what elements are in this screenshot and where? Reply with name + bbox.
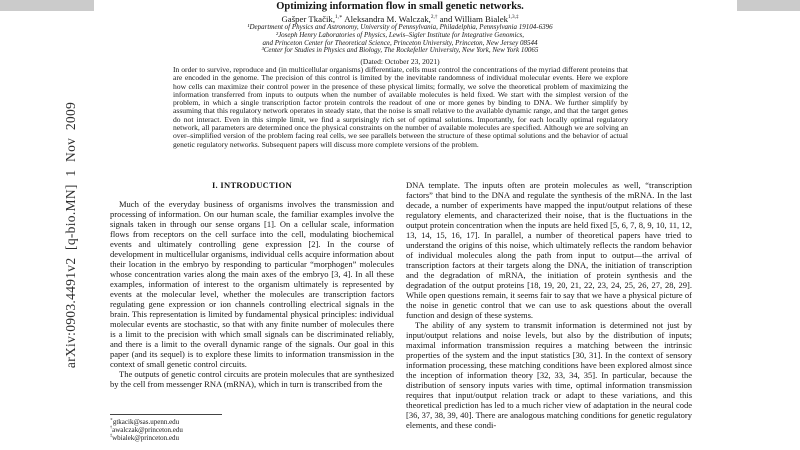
abstract: In order to survive, reproduce and (in multicellular organisms) differentiate, cells must control the concentrations of the myriad different proteins that are encoded in the genome. The precision of this control is limited by the inevitable randomness of individual molecular events. Here we explore how cells can maximize their control power in the presence of these physical limits; formally, we solve the theoretical problem of maximizing the information transferred from inputs to outputs when the number of available molecules is held fixed. We start with the simplest version of the problem, in which a single transcription factor protein controls the readout of one or more genes by binding to DNA. We further simplify by assuming that this regulatory network operates in steady state, that the noise is small relative to the available dynamic range, and that the target genes do not interact. Even in this simple limit, we find a surprisingly rich set of optimal solutions. Importantly, for each locally optimal regulatory network, all parameters are determined once the physical constraints on the number of available molecules are specified. Although we are solving an over–simplified version of the problem facing real cells, we see parallels between the structure of these optimal solutions and the behavior of actual genetic regulatory networks. Subsequent papers will discuss more complete versions of the problem.	[173, 65, 628, 149]
section-heading-introduction: I. INTRODUCTION	[211, 180, 293, 190]
affiliation-line: ³Center for Studies in Physics and Biology, The Rockefeller University, New York, New York 10065	[261, 46, 539, 55]
author-superscript: 1,∗	[335, 14, 343, 21]
affiliation-line: ¹Department of Physics and Astronomy, University of Pennsylvania, Philadelphia, Pennsylvania 19104-6396	[247, 23, 553, 31]
author-name: Gašper Tkačik,	[281, 14, 336, 24]
affiliation-line: ²Joseph Henry Laboratories of Physics, Lewis–Sigler Institute for Integrative Genomics,	[275, 30, 525, 39]
footnote-email	[110, 418, 394, 426]
footnote-text: wbialek@princeton.edu	[112, 434, 179, 442]
footnote-block	[110, 414, 394, 442]
dated-line: (Dated: October 23, 2021)	[360, 57, 440, 66]
author-name: Aleksandra M. Walczak,	[342, 14, 431, 24]
footnote-email	[110, 426, 394, 434]
paper-title: Optimizing information flow in small genetic networks.	[276, 1, 524, 12]
footnote-rule	[110, 414, 222, 415]
author-superscript: 2,†	[430, 14, 438, 21]
author-name: and William Bialek	[437, 14, 509, 24]
column-right	[406, 180, 692, 450]
intro-paragraph-1: Much of the everyday business of organisms involves the transmission and processing of information. On our human scale, the familiar examples involve the signals taken in through our sense organs [1]. On a cellular scale, information flows from receptors on the cell surface into the cell, modulating biochemical events and ultimately controlling gene expression [2]. In the course of development in multicellular organisms, individual cells acquire information about their location in the embryo by responding to particular “morphogen” molecules whose concentration varies along the main axes of the embryo [3, 4]. In all these examples, information of interest to the organism ultimately is represented by events at the molecular level, whether the molecules are transcription factors regulating gene expression or ion channels controlling electrical signals in the brain. This representation is limited by fundamental physical principles: individual molecular events are stochastic, so that with any finite number of molecules there is a limit to the precision with which small signals can be discriminated reliably, and there is a limit to the overall dynamic range of the signals. Our goal in this paper (and its sequel) is to explore these limits to information transmission in the context of small genetic control circuits.	[110, 199, 394, 369]
footnote-text: awalczak@princeton.edu	[112, 426, 183, 434]
intro-paragraph-2: The outputs of genetic control circuits are protein molecules that are synthesized by the cell from messenger RNA (mRNA), which in turn is transcribed from the	[110, 369, 394, 389]
footnote-marker: †	[110, 424, 113, 430]
footnote-marker: ‡	[110, 432, 113, 438]
affiliation-line: and Princeton Center for Theoretical Science, Princeton University, Princeton, New Jersey 08544	[262, 38, 538, 47]
affiliation-block	[0, 24, 800, 55]
column-left	[110, 180, 394, 412]
author-superscript: 1,3,‡	[508, 14, 519, 21]
footnote-email	[110, 434, 394, 442]
intro-paragraph-3: The ability of any system to transmit information is determined not just by input/output relations and noise levels, but also by the distribution of inputs; maximal information transmission requires a matching between the intrinsic properties of the system and the input statistics [30, 31]. In the context of sensory information processing, these matching conditions have been explored almost since the inception of information theory [32, 33, 34, 35]. In particular, because the distribution of sensory inputs varies with time, optimal information transmission requires that input/output relation track or adapt to these variations, and this theoretical prediction has led to a much richer view of adaptation in the neural code [36, 37, 38, 39, 40]. There are analogous matching conditions for genetic regulatory elements, and these condi-	[406, 320, 692, 430]
intro-paragraph-2-continued: DNA template. The inputs often are protein molecules as well, “transcription factors” that bind to the DNA and regulate the synthesis of the mRNA. In the last decade, a number of experiments have mapped the input/output relations of these regulatory elements, and characterized their noise, that is the fluctuations in the output protein concentration when the inputs are held fixed [5, 6, 7, 8, 9, 10, 11, 12, 13, 14, 15, 16, 17]. In parallel, a number of theoretical papers have tried to understand the origins of this noise, which ultimately reflects the random behavior of individual molecules along the path from input to output—the arrival of transcription factors at their targets along the DNA, the initiation of transcription and the degradation of mRNA, the initiation of protein synthesis and the degradation of the output proteins [18, 19, 20, 21, 22, 23, 24, 25, 26, 27, 28, 29]. While open questions remain, it seems fair to say that we have a physical picture of the noise in genetic control that we can use to ask questions about the overall function and design of these systems.	[406, 180, 692, 320]
arxiv-stamp: arXiv:0903.4491v2 [q-bio.MN] 1 Nov 2009	[63, 101, 78, 369]
footnote-marker: ∗	[110, 416, 113, 422]
footnote-text: gtkacik@sas.upenn.edu	[112, 418, 180, 426]
